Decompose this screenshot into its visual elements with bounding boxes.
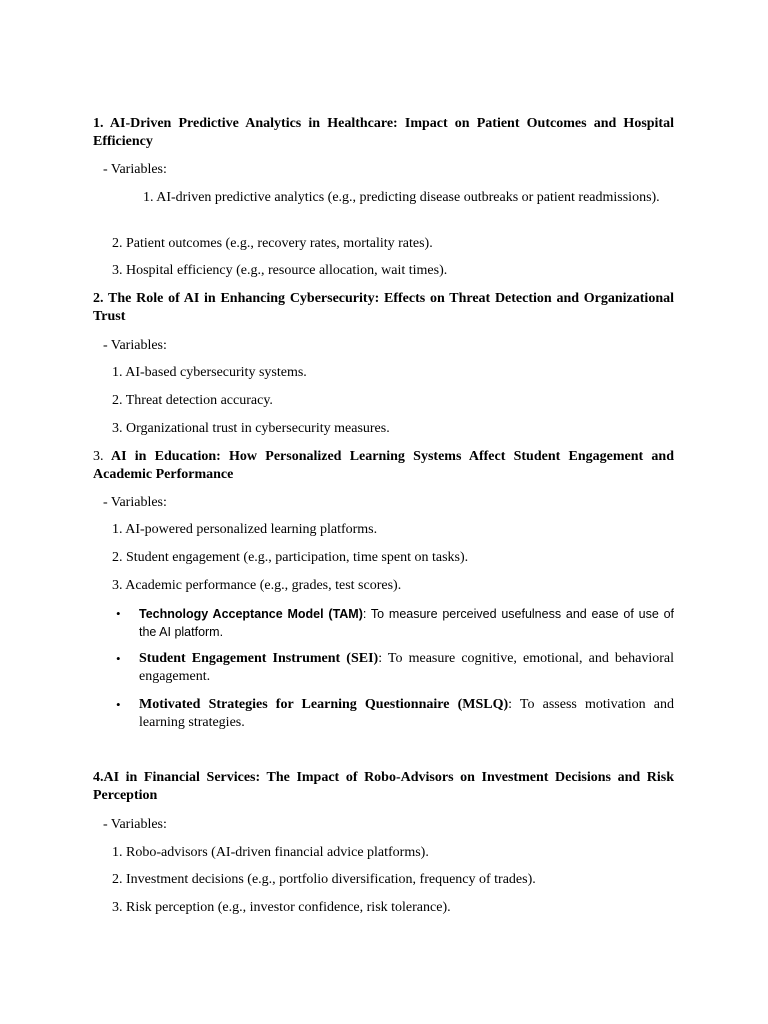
section-3-item-2: 2. Student engagement (e.g., participation, time spent on tasks). xyxy=(112,550,469,565)
bullet-1-desc: : To measure perceived usefulness and ease of use of the AI platform. xyxy=(139,607,674,639)
section-2-title: The Role of AI in Enhancing Cybersecurity: Effects on Threat Detection and Organizational Trust xyxy=(93,291,675,324)
section-2-variables-label: - Variables: xyxy=(103,338,167,353)
section-4-number: 4. xyxy=(93,770,104,785)
section-3-heading xyxy=(93,448,674,484)
section-2-number: 2. xyxy=(93,291,104,306)
section-3-item-1: 1. AI-powered personalized learning platforms. xyxy=(112,522,378,537)
bullet-2-desc: : To measure cognitive, emotional, and behavioral engagement. xyxy=(139,651,674,684)
bullet-3-term: Motivated Strategies for Learning Questionnaire (MSLQ) xyxy=(139,697,509,712)
section-1-item-3: 3. Hospital efficiency (e.g., resource allocation, wait times). xyxy=(112,263,448,278)
section-3-title: AI in Education: How Personalized Learning Systems Affect Student Engagement and Academic Performance xyxy=(93,449,674,482)
bullet-3-glyph: • xyxy=(116,697,121,712)
section-1-heading xyxy=(93,115,674,151)
section-4-heading xyxy=(93,769,674,805)
section-4-item-2: 2. Investment decisions (e.g., portfolio diversification, frequency of trades). xyxy=(112,872,536,887)
section-2-item-1: 1. AI-based cybersecurity systems. xyxy=(112,365,307,380)
section-1-variables-label: - Variables: xyxy=(103,162,167,177)
section-1-title: AI-Driven Predictive Analytics in Healthcare: Impact on Patient Outcomes and Hospital Efficiency xyxy=(93,116,674,149)
section-4-variables-label: - Variables: xyxy=(103,817,167,832)
section-2-item-2: 2. Threat detection accuracy. xyxy=(112,393,273,408)
section-2-heading xyxy=(93,290,674,326)
section-1-item-2: 2. Patient outcomes (e.g., recovery rates, mortality rates). xyxy=(112,236,433,251)
bullet-2-glyph: • xyxy=(116,651,121,666)
bullet-2-term: Student Engagement Instrument (SEI) xyxy=(139,651,379,666)
section-1-number: 1. xyxy=(93,116,104,131)
bullet-1 xyxy=(139,605,674,641)
section-2-item-3: 3. Organizational trust in cybersecurity measures. xyxy=(112,421,390,436)
bullet-1-term: Technology Acceptance Model (TAM) xyxy=(139,607,363,621)
section-4-item-3: 3. Risk perception (e.g., investor confidence, risk tolerance). xyxy=(112,900,451,915)
section-3-number: 3. xyxy=(93,449,104,464)
bullet-1-glyph: • xyxy=(116,606,121,621)
section-3-item-3: 3. Academic performance (e.g., grades, test scores). xyxy=(112,578,402,593)
bullet-3 xyxy=(139,696,674,732)
section-3-variables-label: - Variables: xyxy=(103,495,167,510)
section-4-item-1: 1. Robo-advisors (AI-driven financial advice platforms). xyxy=(112,845,429,860)
section-4-title: AI in Financial Services: The Impact of Robo-Advisors on Investment Decisions and Risk Perception xyxy=(93,770,674,803)
bullet-3-desc: : To assess motivation and learning strategies. xyxy=(139,697,674,730)
section-1-item-1: 1. AI-driven predictive analytics (e.g., predicting disease outbreaks or patient readmissions). xyxy=(143,190,660,205)
bullet-2 xyxy=(139,650,674,686)
